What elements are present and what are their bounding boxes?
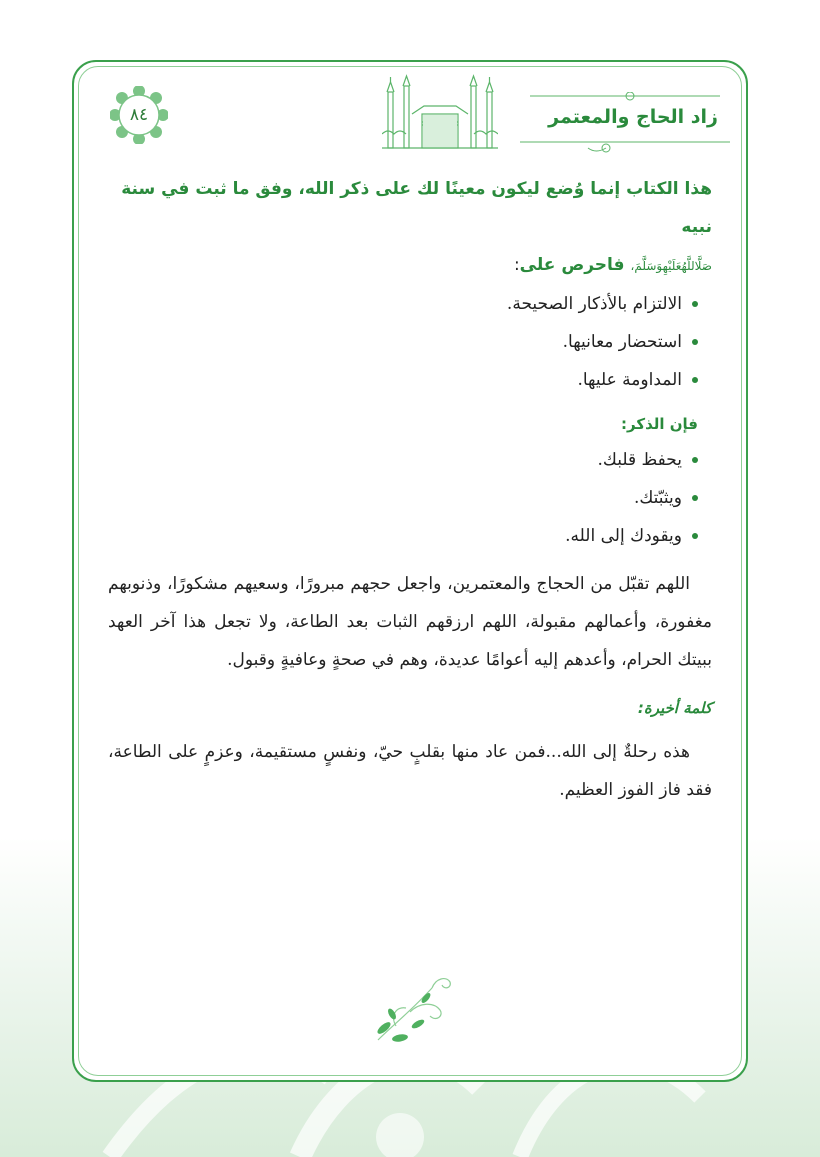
page-header [74,62,746,162]
dhikr-heading: فإن الذكر: [621,415,698,433]
kaaba-icon [382,74,498,154]
page-number: ٨٤ [129,105,149,125]
list-item: استحضار معانيها. [108,323,698,361]
intro-paragraph [108,170,712,285]
intro-colon: : [513,255,520,275]
dua-paragraph: اللهم تقبّل من الحجاج والمعتمرين، واجعل حجهم مبرورًا، وسعيهم مشكورًا، وذنوبهم مغفورة، وأعمالهم مقبولة، اللهم ارزقهم الثبات بعد الطاعة، ولا تجعل هذا آخر العهد ببيتك الحرام، وأعدهم إليه أعوامًا عديدة، وهم في صحةٍ وعافيةٍ وقبول. [108,574,712,670]
list-item: ويثبّتك. [108,479,698,517]
closing-heading: كلمة أخيرة: [637,699,712,717]
list-item: المداومة عليها. [108,361,698,399]
intro-line-1: هذا الكتاب إنما وُضع ليكون معينًا لك على ذكر الله، وفق ما ثبت في سنة نبيه [121,179,712,237]
dhikr-benefits-list [108,441,712,555]
page-frame [72,60,748,1082]
book-title: زاد الحاج والمعتمر [548,106,718,128]
floral-ornament-icon [370,968,456,1048]
practices-list [108,285,712,399]
page-number-badge [110,86,168,144]
list-item: يحفظ قلبك. [108,441,698,479]
page-content [108,170,712,809]
title-ornament-icon [510,92,740,156]
closing-paragraph: هذه رحلةٌ إلى الله...فمن عاد منها بقلبٍ حيّ، ونفسٍ مستقيمة، وعزمٍ على الطاعة، فقد فاز الفوز العظيم. [108,742,712,800]
intro-line-2: فاحرص على [519,255,625,275]
page-number-flower-icon [110,86,168,144]
salawat-text: صَلَّاللَّهُعَلَيْهِوَسَلَّمَ، [630,259,712,273]
list-item: ويقودك إلى الله. [108,517,698,555]
list-item: الالتزام بالأذكار الصحيحة. [108,285,698,323]
